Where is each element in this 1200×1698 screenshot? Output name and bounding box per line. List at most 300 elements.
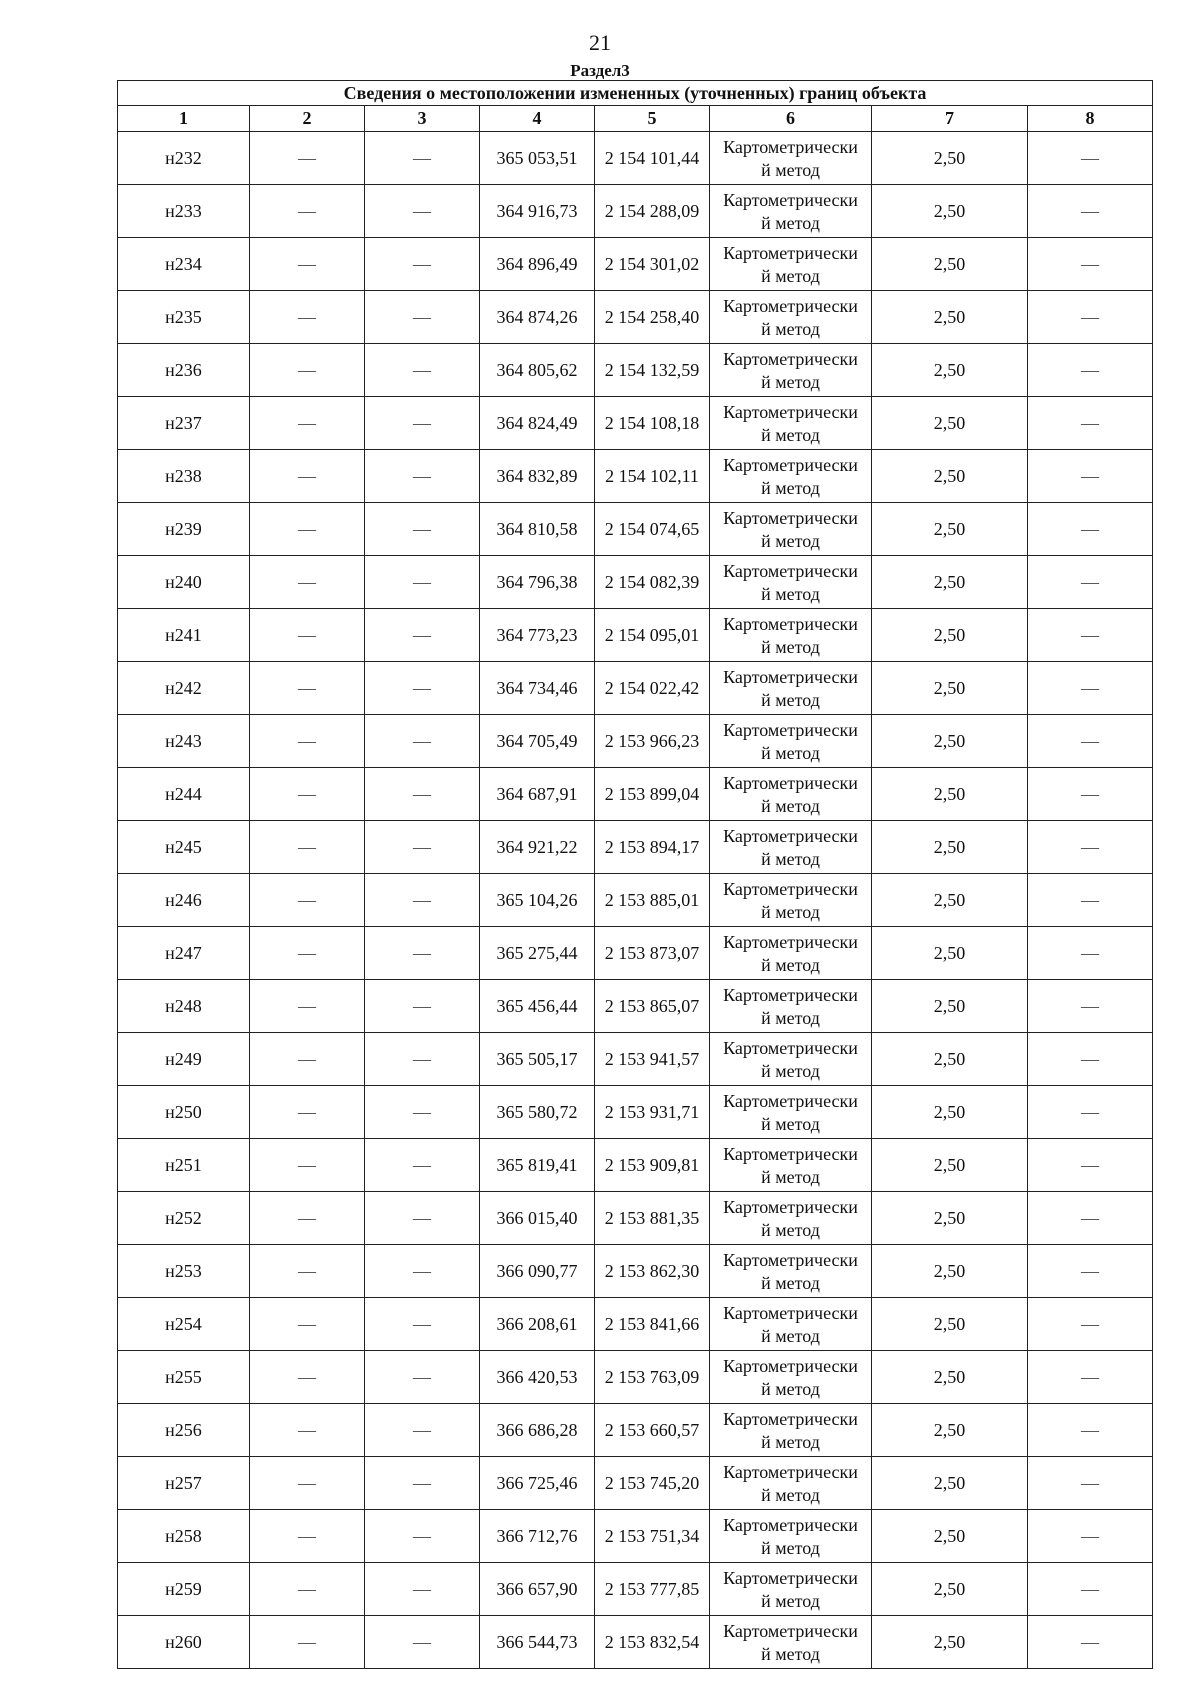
point-label-cell: н259	[118, 1563, 250, 1616]
point-label-cell: н254	[118, 1298, 250, 1351]
method-line: й метод	[761, 849, 820, 869]
y-coordinate-cell: 2 153 660,57	[595, 1404, 710, 1457]
method-line: Картометрически	[723, 1568, 858, 1588]
point-label-cell: н246	[118, 874, 250, 927]
accuracy-cell: 2,50	[872, 1033, 1028, 1086]
empty-cell: —	[1028, 715, 1153, 768]
empty-cell: —	[250, 768, 365, 821]
method-line: Картометрически	[723, 455, 858, 475]
empty-cell: —	[250, 1510, 365, 1563]
table-row	[118, 132, 1153, 185]
empty-cell: —	[365, 1245, 480, 1298]
empty-cell: —	[365, 1139, 480, 1192]
method-line: й метод	[761, 1061, 820, 1081]
table-row	[118, 238, 1153, 291]
accuracy-cell: 2,50	[872, 768, 1028, 821]
method-line: й метод	[761, 1114, 820, 1134]
table-row	[118, 291, 1153, 344]
x-coordinate-cell: 364 734,46	[480, 662, 595, 715]
table-row	[118, 556, 1153, 609]
method-line: Картометрически	[723, 1462, 858, 1482]
method-line: Картометрически	[723, 614, 858, 634]
x-coordinate-cell: 366 420,53	[480, 1351, 595, 1404]
x-coordinate-cell: 364 796,38	[480, 556, 595, 609]
method-line: Картометрически	[723, 1091, 858, 1111]
accuracy-cell: 2,50	[872, 1192, 1028, 1245]
method-line: Картометрически	[723, 137, 858, 157]
method-line: й метод	[761, 1485, 820, 1505]
method-cell	[710, 1245, 872, 1298]
empty-cell: —	[250, 132, 365, 185]
empty-cell: —	[250, 715, 365, 768]
method-line: й метод	[761, 1538, 820, 1558]
method-cell	[710, 1616, 872, 1669]
x-coordinate-cell: 365 819,41	[480, 1139, 595, 1192]
method-line: Картометрически	[723, 1197, 858, 1217]
accuracy-cell: 2,50	[872, 397, 1028, 450]
empty-cell: —	[250, 1033, 365, 1086]
accuracy-cell: 2,50	[872, 821, 1028, 874]
x-coordinate-cell: 364 921,22	[480, 821, 595, 874]
method-line: й метод	[761, 213, 820, 233]
accuracy-cell: 2,50	[872, 503, 1028, 556]
accuracy-cell: 2,50	[872, 1245, 1028, 1298]
method-line: й метод	[761, 690, 820, 710]
empty-cell: —	[1028, 1086, 1153, 1139]
table-row	[118, 503, 1153, 556]
x-coordinate-cell: 364 896,49	[480, 238, 595, 291]
y-coordinate-cell: 2 154 258,40	[595, 291, 710, 344]
method-line: Картометрически	[723, 1303, 858, 1323]
table-row	[118, 768, 1153, 821]
x-coordinate-cell: 366 725,46	[480, 1457, 595, 1510]
point-label-cell: н244	[118, 768, 250, 821]
x-coordinate-cell: 364 810,58	[480, 503, 595, 556]
empty-cell: —	[250, 344, 365, 397]
method-line: й метод	[761, 1167, 820, 1187]
method-line: Картометрически	[723, 773, 858, 793]
method-line: й метод	[761, 902, 820, 922]
x-coordinate-cell: 366 657,90	[480, 1563, 595, 1616]
column-number: 2	[250, 106, 365, 132]
method-cell	[710, 821, 872, 874]
x-coordinate-cell: 366 015,40	[480, 1192, 595, 1245]
point-label-cell: н232	[118, 132, 250, 185]
method-line: Картометрически	[723, 1250, 858, 1270]
empty-cell: —	[365, 609, 480, 662]
x-coordinate-cell: 366 712,76	[480, 1510, 595, 1563]
empty-cell: —	[250, 556, 365, 609]
y-coordinate-cell: 2 154 301,02	[595, 238, 710, 291]
empty-cell: —	[1028, 821, 1153, 874]
y-coordinate-cell: 2 154 022,42	[595, 662, 710, 715]
accuracy-cell: 2,50	[872, 450, 1028, 503]
boundary-coordinates-table	[117, 80, 1153, 1669]
empty-cell: —	[250, 238, 365, 291]
point-label-cell: н258	[118, 1510, 250, 1563]
y-coordinate-cell: 2 153 745,20	[595, 1457, 710, 1510]
accuracy-cell: 2,50	[872, 980, 1028, 1033]
method-line: й метод	[761, 743, 820, 763]
table-row	[118, 1457, 1153, 1510]
empty-cell: —	[365, 1563, 480, 1616]
y-coordinate-cell: 2 153 899,04	[595, 768, 710, 821]
method-line: й метод	[761, 1220, 820, 1240]
empty-cell: —	[365, 980, 480, 1033]
empty-cell: —	[365, 1616, 480, 1669]
point-label-cell: н242	[118, 662, 250, 715]
method-line: й метод	[761, 372, 820, 392]
y-coordinate-cell: 2 154 074,65	[595, 503, 710, 556]
method-line: Картометрически	[723, 1356, 858, 1376]
method-line: Картометрически	[723, 349, 858, 369]
method-line: Картометрически	[723, 508, 858, 528]
point-label-cell: н252	[118, 1192, 250, 1245]
point-label-cell: н248	[118, 980, 250, 1033]
accuracy-cell: 2,50	[872, 1086, 1028, 1139]
method-cell	[710, 1510, 872, 1563]
accuracy-cell: 2,50	[872, 874, 1028, 927]
method-line: Картометрически	[723, 667, 858, 687]
method-cell	[710, 1139, 872, 1192]
accuracy-cell: 2,50	[872, 1298, 1028, 1351]
accuracy-cell: 2,50	[872, 1351, 1028, 1404]
point-label-cell: н243	[118, 715, 250, 768]
column-number: 5	[595, 106, 710, 132]
method-cell	[710, 132, 872, 185]
x-coordinate-cell: 364 824,49	[480, 397, 595, 450]
method-line: й метод	[761, 1591, 820, 1611]
method-cell	[710, 556, 872, 609]
accuracy-cell: 2,50	[872, 556, 1028, 609]
empty-cell: —	[1028, 874, 1153, 927]
accuracy-cell: 2,50	[872, 1139, 1028, 1192]
empty-cell: —	[365, 1192, 480, 1245]
method-line: Картометрически	[723, 561, 858, 581]
table-row	[118, 874, 1153, 927]
x-coordinate-cell: 366 544,73	[480, 1616, 595, 1669]
method-line: й метод	[761, 319, 820, 339]
y-coordinate-cell: 2 153 751,34	[595, 1510, 710, 1563]
empty-cell: —	[1028, 238, 1153, 291]
x-coordinate-cell: 366 208,61	[480, 1298, 595, 1351]
empty-cell: —	[365, 874, 480, 927]
accuracy-cell: 2,50	[872, 1616, 1028, 1669]
empty-cell: —	[1028, 1457, 1153, 1510]
empty-cell: —	[365, 291, 480, 344]
method-line: й метод	[761, 531, 820, 551]
empty-cell: —	[1028, 609, 1153, 662]
empty-cell: —	[1028, 1139, 1153, 1192]
method-cell	[710, 1351, 872, 1404]
method-cell	[710, 1033, 872, 1086]
empty-cell: —	[250, 1404, 365, 1457]
method-line: Картометрически	[723, 720, 858, 740]
point-label-cell: н239	[118, 503, 250, 556]
empty-cell: —	[1028, 1351, 1153, 1404]
x-coordinate-cell: 364 687,91	[480, 768, 595, 821]
point-label-cell: н260	[118, 1616, 250, 1669]
y-coordinate-cell: 2 153 941,57	[595, 1033, 710, 1086]
point-label-cell: н237	[118, 397, 250, 450]
empty-cell: —	[365, 450, 480, 503]
section-title: Раздел3	[570, 61, 630, 80]
empty-cell: —	[1028, 291, 1153, 344]
method-line: Картометрически	[723, 190, 858, 210]
x-coordinate-cell: 365 505,17	[480, 1033, 595, 1086]
x-coordinate-cell: 365 456,44	[480, 980, 595, 1033]
method-cell	[710, 344, 872, 397]
point-label-cell: н247	[118, 927, 250, 980]
y-coordinate-cell: 2 154 132,59	[595, 344, 710, 397]
empty-cell: —	[250, 609, 365, 662]
empty-cell: —	[250, 1086, 365, 1139]
x-coordinate-cell: 365 275,44	[480, 927, 595, 980]
empty-cell: —	[365, 927, 480, 980]
method-cell	[710, 768, 872, 821]
empty-cell: —	[250, 291, 365, 344]
empty-cell: —	[365, 1033, 480, 1086]
y-coordinate-cell: 2 154 101,44	[595, 132, 710, 185]
empty-cell: —	[1028, 927, 1153, 980]
method-line: й метод	[761, 637, 820, 657]
empty-cell: —	[365, 1298, 480, 1351]
method-cell	[710, 1404, 872, 1457]
empty-cell: —	[250, 1245, 365, 1298]
empty-cell: —	[250, 1192, 365, 1245]
y-coordinate-cell: 2 153 909,81	[595, 1139, 710, 1192]
x-coordinate-cell: 364 773,23	[480, 609, 595, 662]
point-label-cell: н253	[118, 1245, 250, 1298]
method-line: Картометрически	[723, 932, 858, 952]
x-coordinate-cell: 364 874,26	[480, 291, 595, 344]
column-number: 6	[710, 106, 872, 132]
accuracy-cell: 2,50	[872, 291, 1028, 344]
empty-cell: —	[365, 1351, 480, 1404]
empty-cell: —	[1028, 344, 1153, 397]
method-cell	[710, 185, 872, 238]
point-label-cell: н241	[118, 609, 250, 662]
point-label-cell: н249	[118, 1033, 250, 1086]
empty-cell: —	[1028, 1298, 1153, 1351]
y-coordinate-cell: 2 153 865,07	[595, 980, 710, 1033]
accuracy-cell: 2,50	[872, 1404, 1028, 1457]
table-row	[118, 1404, 1153, 1457]
empty-cell: —	[1028, 1192, 1153, 1245]
table-row	[118, 927, 1153, 980]
method-cell	[710, 715, 872, 768]
y-coordinate-cell: 2 153 841,66	[595, 1298, 710, 1351]
y-coordinate-cell: 2 153 931,71	[595, 1086, 710, 1139]
method-cell	[710, 980, 872, 1033]
column-number: 7	[872, 106, 1028, 132]
point-label-cell: н235	[118, 291, 250, 344]
x-coordinate-cell: 366 686,28	[480, 1404, 595, 1457]
table-row	[118, 980, 1153, 1033]
empty-cell: —	[250, 662, 365, 715]
point-label-cell: н250	[118, 1086, 250, 1139]
x-coordinate-cell: 365 053,51	[480, 132, 595, 185]
method-cell	[710, 927, 872, 980]
table-body	[118, 132, 1153, 1669]
empty-cell: —	[250, 450, 365, 503]
y-coordinate-cell: 2 154 102,11	[595, 450, 710, 503]
accuracy-cell: 2,50	[872, 185, 1028, 238]
table-row	[118, 662, 1153, 715]
table-row	[118, 821, 1153, 874]
empty-cell: —	[250, 874, 365, 927]
table-row	[118, 609, 1153, 662]
accuracy-cell: 2,50	[872, 609, 1028, 662]
table-row	[118, 1033, 1153, 1086]
empty-cell: —	[250, 1616, 365, 1669]
y-coordinate-cell: 2 153 894,17	[595, 821, 710, 874]
method-cell	[710, 874, 872, 927]
y-coordinate-cell: 2 153 873,07	[595, 927, 710, 980]
method-line: Картометрически	[723, 1409, 858, 1429]
method-line: й метод	[761, 1273, 820, 1293]
x-coordinate-cell: 365 580,72	[480, 1086, 595, 1139]
empty-cell: —	[365, 238, 480, 291]
empty-cell: —	[1028, 1033, 1153, 1086]
method-cell	[710, 450, 872, 503]
table-row	[118, 1245, 1153, 1298]
table-row	[118, 450, 1153, 503]
empty-cell: —	[1028, 1510, 1153, 1563]
method-line: Картометрически	[723, 1038, 858, 1058]
method-line: й метод	[761, 425, 820, 445]
method-line: й метод	[761, 1379, 820, 1399]
empty-cell: —	[250, 1351, 365, 1404]
x-coordinate-cell: 366 090,77	[480, 1245, 595, 1298]
y-coordinate-cell: 2 154 095,01	[595, 609, 710, 662]
method-line: Картометрически	[723, 1515, 858, 1535]
empty-cell: —	[1028, 556, 1153, 609]
empty-cell: —	[365, 662, 480, 715]
method-line: Картометрически	[723, 879, 858, 899]
empty-cell: —	[1028, 1245, 1153, 1298]
empty-cell: —	[1028, 1563, 1153, 1616]
empty-cell: —	[1028, 662, 1153, 715]
empty-cell: —	[365, 1404, 480, 1457]
method-line: й метод	[761, 1326, 820, 1346]
y-coordinate-cell: 2 154 288,09	[595, 185, 710, 238]
x-coordinate-cell: 364 916,73	[480, 185, 595, 238]
empty-cell: —	[250, 1457, 365, 1510]
method-line: Картометрически	[723, 1144, 858, 1164]
table-row	[118, 1351, 1153, 1404]
empty-cell: —	[1028, 768, 1153, 821]
accuracy-cell: 2,50	[872, 344, 1028, 397]
y-coordinate-cell: 2 153 862,30	[595, 1245, 710, 1298]
empty-cell: —	[365, 1086, 480, 1139]
y-coordinate-cell: 2 153 832,54	[595, 1616, 710, 1669]
point-label-cell: н234	[118, 238, 250, 291]
y-coordinate-cell: 2 154 082,39	[595, 556, 710, 609]
empty-cell: —	[250, 821, 365, 874]
method-line: Картометрически	[723, 243, 858, 263]
point-label-cell: н233	[118, 185, 250, 238]
method-cell	[710, 1298, 872, 1351]
empty-cell: —	[250, 980, 365, 1033]
accuracy-cell: 2,50	[872, 1457, 1028, 1510]
empty-cell: —	[365, 132, 480, 185]
empty-cell: —	[365, 768, 480, 821]
table-row	[118, 1510, 1153, 1563]
empty-cell: —	[250, 503, 365, 556]
empty-cell: —	[250, 397, 365, 450]
method-cell	[710, 1192, 872, 1245]
accuracy-cell: 2,50	[872, 715, 1028, 768]
method-line: й метод	[761, 796, 820, 816]
table-row	[118, 715, 1153, 768]
point-label-cell: н240	[118, 556, 250, 609]
x-coordinate-cell: 364 832,89	[480, 450, 595, 503]
point-label-cell: н256	[118, 1404, 250, 1457]
page-number: 21	[589, 30, 611, 55]
y-coordinate-cell: 2 153 885,01	[595, 874, 710, 927]
empty-cell: —	[365, 821, 480, 874]
table-row	[118, 1139, 1153, 1192]
table-row	[118, 1298, 1153, 1351]
method-cell	[710, 291, 872, 344]
method-cell	[710, 1086, 872, 1139]
method-line: й метод	[761, 1644, 820, 1664]
empty-cell: —	[250, 185, 365, 238]
empty-cell: —	[365, 344, 480, 397]
accuracy-cell: 2,50	[872, 132, 1028, 185]
method-cell	[710, 238, 872, 291]
table-row	[118, 1616, 1153, 1669]
method-line: Картометрически	[723, 826, 858, 846]
point-label-cell: н251	[118, 1139, 250, 1192]
method-cell	[710, 609, 872, 662]
point-label-cell: н257	[118, 1457, 250, 1510]
empty-cell: —	[1028, 132, 1153, 185]
point-label-cell: н236	[118, 344, 250, 397]
empty-cell: —	[1028, 185, 1153, 238]
method-cell	[710, 662, 872, 715]
y-coordinate-cell: 2 154 108,18	[595, 397, 710, 450]
method-cell	[710, 397, 872, 450]
method-line: й метод	[761, 955, 820, 975]
y-coordinate-cell: 2 153 777,85	[595, 1563, 710, 1616]
column-number-row	[118, 106, 1153, 132]
table-row	[118, 185, 1153, 238]
empty-cell: —	[250, 1298, 365, 1351]
empty-cell: —	[365, 397, 480, 450]
method-line: й метод	[761, 478, 820, 498]
empty-cell: —	[1028, 503, 1153, 556]
y-coordinate-cell: 2 153 881,35	[595, 1192, 710, 1245]
empty-cell: —	[365, 503, 480, 556]
empty-cell: —	[365, 1510, 480, 1563]
empty-cell: —	[250, 927, 365, 980]
x-coordinate-cell: 364 705,49	[480, 715, 595, 768]
column-number: 4	[480, 106, 595, 132]
empty-cell: —	[250, 1139, 365, 1192]
accuracy-cell: 2,50	[872, 1563, 1028, 1616]
empty-cell: —	[1028, 1404, 1153, 1457]
empty-cell: —	[365, 1457, 480, 1510]
empty-cell: —	[1028, 1616, 1153, 1669]
method-line: Картометрически	[723, 296, 858, 316]
method-line: й метод	[761, 160, 820, 180]
method-line: й метод	[761, 584, 820, 604]
table-row	[118, 344, 1153, 397]
method-line: Картометрически	[723, 1621, 858, 1641]
method-line: й метод	[761, 266, 820, 286]
